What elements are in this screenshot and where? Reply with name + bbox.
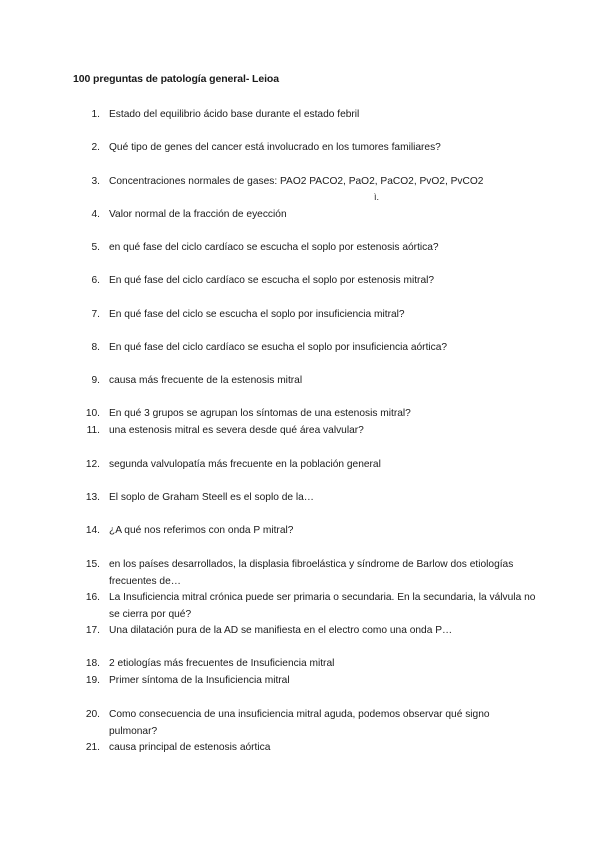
question-number: 16. (85, 592, 100, 603)
stray-mark: ì. (374, 192, 380, 202)
question-text: 2 etiologías más frecuentes de Insuficiencia mitral (109, 658, 335, 669)
question-text: Concentraciones normales de gases: PAO2 PACO2, PaO2, PaCO2, PvO2, PvCO2 (109, 176, 484, 187)
question-number: 9. (91, 375, 100, 386)
question-text: En qué fase del ciclo se escucha el soplo por insuficiencia mitral? (109, 309, 405, 320)
question-text: una estenosis mitral es severa desde qué área valvular? (109, 425, 364, 436)
question-number: 3. (91, 176, 100, 187)
question-number: 7. (91, 309, 100, 320)
question-number: 11. (86, 425, 100, 436)
question-number: 21. (85, 742, 100, 753)
question-text: Estado del equilibrio ácido base durante el estado febril (109, 109, 360, 120)
question-number: 1. (91, 109, 100, 120)
question-number: 13. (85, 492, 100, 503)
question-number: 5. (91, 242, 100, 253)
question-text: Como consecuencia de una insuficiencia mitral aguda, podemos observar qué signo pulmonar? (109, 709, 490, 737)
question-number: 2. (91, 142, 100, 153)
question-number: 4. (91, 209, 100, 220)
question-number: 12. (85, 459, 100, 470)
question-number: 10. (85, 408, 100, 419)
question-number: 19. (85, 675, 100, 686)
question-text: En qué 3 grupos se agrupan los síntomas de una estenosis mitral? (109, 408, 411, 419)
question-text: En qué fase del ciclo cardíaco se escucha el soplo por estenosis mitral? (109, 275, 435, 286)
question-number: 17. (85, 625, 100, 636)
question-text: Valor normal de la fracción de eyección (109, 209, 287, 220)
question-number: 14. (85, 525, 100, 536)
question-text: segunda valvulopatía más frecuente en la población general (109, 459, 381, 470)
question-number: 15. (85, 559, 100, 570)
question-text: La Insuficiencia mitral crónica puede ser primaria o secundaria. En la secundaria, la válvula no se cierra por qué? (109, 592, 536, 620)
question-text: ¿A qué nos referimos con onda P mitral? (109, 525, 294, 536)
question-number: 6. (91, 275, 100, 286)
question-text: en qué fase del ciclo cardíaco se escucha el soplo por estenosis aórtica? (109, 242, 439, 253)
question-text: causa más frecuente de la estenosis mitral (109, 375, 303, 386)
question-number: 20. (85, 709, 100, 720)
question-number: 18. (85, 658, 100, 669)
question-number: 8. (91, 342, 100, 353)
question-text: En qué fase del ciclo cardíaco se esucha el soplo por insuficiencia aórtica? (109, 342, 448, 353)
question-text: Primer síntoma de la Insuficiencia mitral (109, 675, 290, 686)
question-text: Una dilatación pura de la AD se manifiesta en el electro como una onda P… (109, 625, 453, 636)
question-text: causa principal de estenosis aórtica (109, 742, 271, 753)
question-text: El soplo de Graham Steell es el soplo de la… (109, 492, 314, 503)
document-title: 100 preguntas de patología general- Leioa (73, 73, 279, 85)
question-text: Qué tipo de genes del cancer está involucrado en los tumores familiares? (109, 142, 441, 153)
question-text: en los países desarrollados, la displasia fibroelástica y síndrome de Barlow dos etiologías frecuentes de… (109, 559, 514, 587)
